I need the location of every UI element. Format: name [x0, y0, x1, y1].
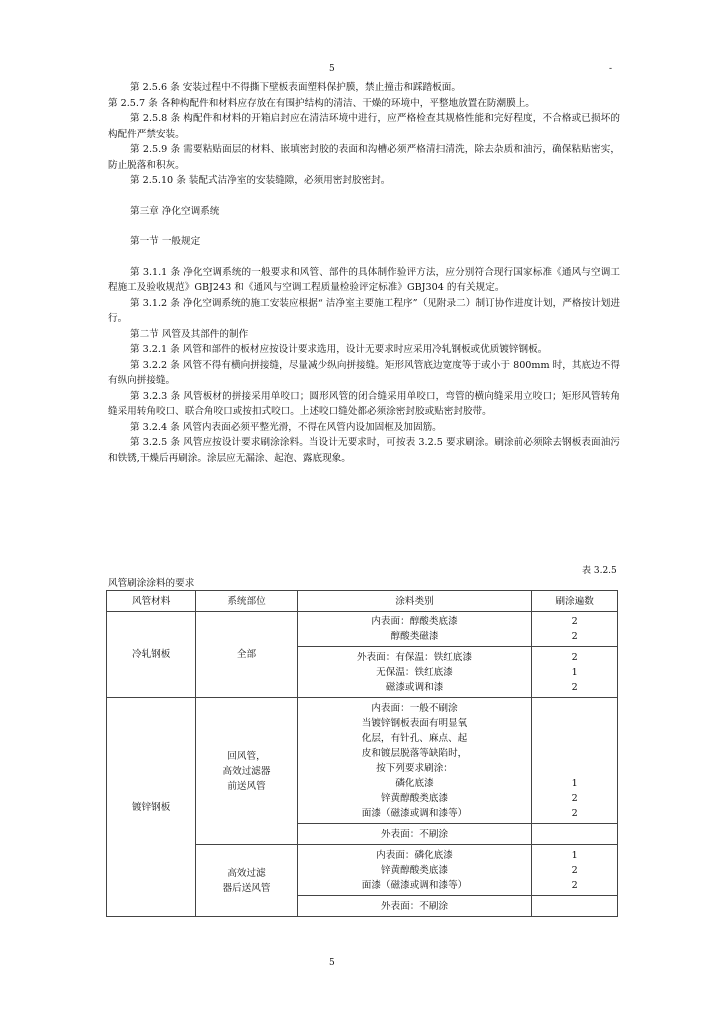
cell-line: 2 [571, 616, 578, 627]
material-cold-steel: 冷轧钢板 [107, 612, 196, 698]
cell-line: 1 [571, 849, 578, 861]
cell-line: 1 [571, 666, 578, 678]
count-empty [532, 896, 618, 917]
cell-line: 内表面：醇酸类底漆 [371, 616, 458, 627]
cell-line: 无保温：铁红底漆 [376, 666, 453, 678]
cell-line: 皮和镀层脱落等缺陷时， [361, 747, 468, 759]
cell-line: 1 [571, 777, 578, 789]
table-number: 表 3.2.5 [582, 566, 617, 576]
paragraph: 第 2.5.7 条 各种构配件和材料应存放在有围护结构的清洁、干燥的环境中，平整地放置在防潮膜上。 [108, 97, 535, 109]
header-cell-count: 刷涂遍数 [532, 591, 618, 612]
cell-line: 当镀锌钢板表面有明显氧 [361, 717, 468, 729]
header-cell-coating: 涂料类别 [297, 591, 532, 612]
paragraph: 第三章 净化空调系统 [130, 205, 220, 217]
coating-galv-inner-list [297, 698, 532, 824]
count-empty [532, 824, 618, 845]
paragraph: 第 2.5.10 条 装配式洁净室的安装缝隙，必须用密封胶密封。 [130, 175, 391, 186]
cell-line: 器后送风管 [222, 882, 271, 894]
count-outer-list [532, 647, 618, 698]
paragraph: 第 3.2.1 条 风管和部件的板材应按设计要求选用，设计无要求时应采用冷轧钢板或优质镀锌钢板。 [130, 344, 548, 355]
part-all: 全部 [196, 612, 297, 698]
paragraph: 第 2.5.6 条 安装过程中不得撕下壁板表面塑料保护膜，禁止撞击和踩踏板面。 [130, 82, 461, 93]
paragraph: 第 3.2.5 条 风管应按设计要求刷涂涂料。当设计无要求时，可按表 3.2.5 要求刷涂。刷涂前必须除去钢板表面油污和铁锈,干燥后再刷涂。涂层应无漏涂、起泡、露底现象。 [108, 437, 620, 464]
cell-line: 前送风管 [227, 780, 266, 792]
body-text [108, 80, 620, 466]
cell-line [534, 761, 615, 776]
cell-line: 回风管， [227, 750, 266, 762]
cell-line: 2 [571, 681, 578, 693]
paragraph: 第二节 风管及其部件的制作 [130, 328, 249, 340]
cell-line: 磷化底漆 [395, 777, 434, 789]
paragraph: 第 3.1.1 条 净化空调系统的一般要求和风管、部件的具体制作验评方法，应分别符合现行国家标准《通风与空调工程施工及验收规范》GBJ243 和《通风与空调工程质量检验评定标准》GBJ304 的有关规定。 [108, 266, 620, 293]
cell-line: 面漆（磁漆或调和漆等） [361, 807, 468, 819]
cell-line: 2 [571, 631, 578, 642]
cell-line: 外表面：有保温：铁红底漆 [356, 651, 473, 663]
paragraph: 第 3.2.2 条 风管不得有横向拼接缝，尽量减少纵向拼接缝。矩形风管底边宽度等于或小于 800mm 时，其底边不得有纵向拼接缝。 [108, 359, 620, 386]
paragraph: 第 3.2.3 条 风管板材的拼接采用单咬口；圆形风管的闭合缝采用单咬口，弯管的横向缝采用立咬口；矩形风管转角缝采用转角咬口、联合角咬口或按扣式咬口。上述咬口缝处都必须涂密封胶或贴密封胶带。 [108, 390, 620, 417]
paragraph: 第 3.1.2 条 净化空调系统的施工安装应根据“ 洁净室主要施工程序”（见附录二）制订协作进度计划，严格按计划进行。 [108, 297, 620, 324]
cell-line: 高效过滤器 [222, 765, 271, 777]
table-row [107, 698, 618, 824]
cell-line: 化层，有针孔、麻点、起 [361, 732, 468, 744]
cell-line [534, 731, 615, 746]
paragraph-spacer [108, 189, 620, 204]
cell-line: 2 [571, 864, 578, 876]
paragraph: 第一节 一般规定 [130, 236, 201, 247]
coating-requirements-table [106, 590, 618, 917]
cell-line [534, 701, 615, 716]
count-galv-inner-list [532, 698, 618, 824]
table-row [107, 612, 618, 647]
cell-line: 内表面：磷化底漆 [376, 849, 453, 861]
footer-page-number: 5 [329, 958, 335, 968]
material-galv-steel: 镀锌钢板 [107, 698, 196, 917]
coating-inner-list [297, 612, 532, 647]
cell-line [534, 746, 615, 761]
table-title: 风管刷涂涂料的要求 [108, 578, 195, 589]
part-post-hepa-duct [196, 845, 297, 917]
cell-line: 醇酸类磁漆 [390, 631, 439, 642]
cell-line: 锌黄醇酸类底漆 [380, 792, 449, 804]
header-cell-material: 风管材料 [107, 591, 196, 612]
header-page-number: 5 [329, 64, 335, 74]
cell-line: 锌黄醇酸类底漆 [380, 864, 449, 876]
table-header-row [107, 591, 618, 612]
count-hepa-inner-list [532, 845, 618, 896]
cell-line: 内表面：一般不刷涂 [371, 702, 458, 714]
cell-line: 2 [571, 651, 578, 663]
paragraph-spacer [108, 219, 620, 234]
cell-line: 2 [571, 807, 578, 819]
header-mark: - [609, 64, 613, 74]
paragraph: 第 2.5.8 条 构配件和材料的开箱启封应在清洁环境中进行，应严格检查其规格性能和完好程度，不合格或已损坏的构配件严禁安装。 [108, 113, 620, 140]
coating-hepa-inner-list [297, 845, 532, 896]
cell-line: 面漆（磁漆或调和漆等） [361, 879, 468, 891]
coating-outer-list [297, 647, 532, 698]
coating-hepa-outer: 外表面：不刷涂 [297, 896, 532, 917]
header-cell-part: 系统部位 [196, 591, 297, 612]
coating-galv-outer: 外表面：不刷涂 [297, 824, 532, 845]
paragraph: 第 2.5.9 条 需要粘贴面层的材料、嵌填密封胶的表面和沟槽必须严格清扫清洗，除去杂质和油污，确保粘贴密实，防止脱落和积灰。 [108, 144, 620, 171]
count-inner-list [532, 612, 618, 647]
cell-line: 2 [571, 792, 578, 804]
part-return-duct [196, 698, 297, 845]
cell-line [534, 716, 615, 731]
cell-line: 2 [571, 879, 578, 891]
cell-line: 高效过滤 [227, 867, 266, 879]
paragraph: 第 3.2.4 条 风管内表面必须平整光滑，不得在风管内设加固框及加固筋。 [130, 421, 442, 433]
cell-line: 磁漆或调和漆 [385, 681, 444, 693]
paragraph-spacer [108, 250, 620, 265]
cell-line: 按下列要求刷涂： [376, 762, 453, 774]
